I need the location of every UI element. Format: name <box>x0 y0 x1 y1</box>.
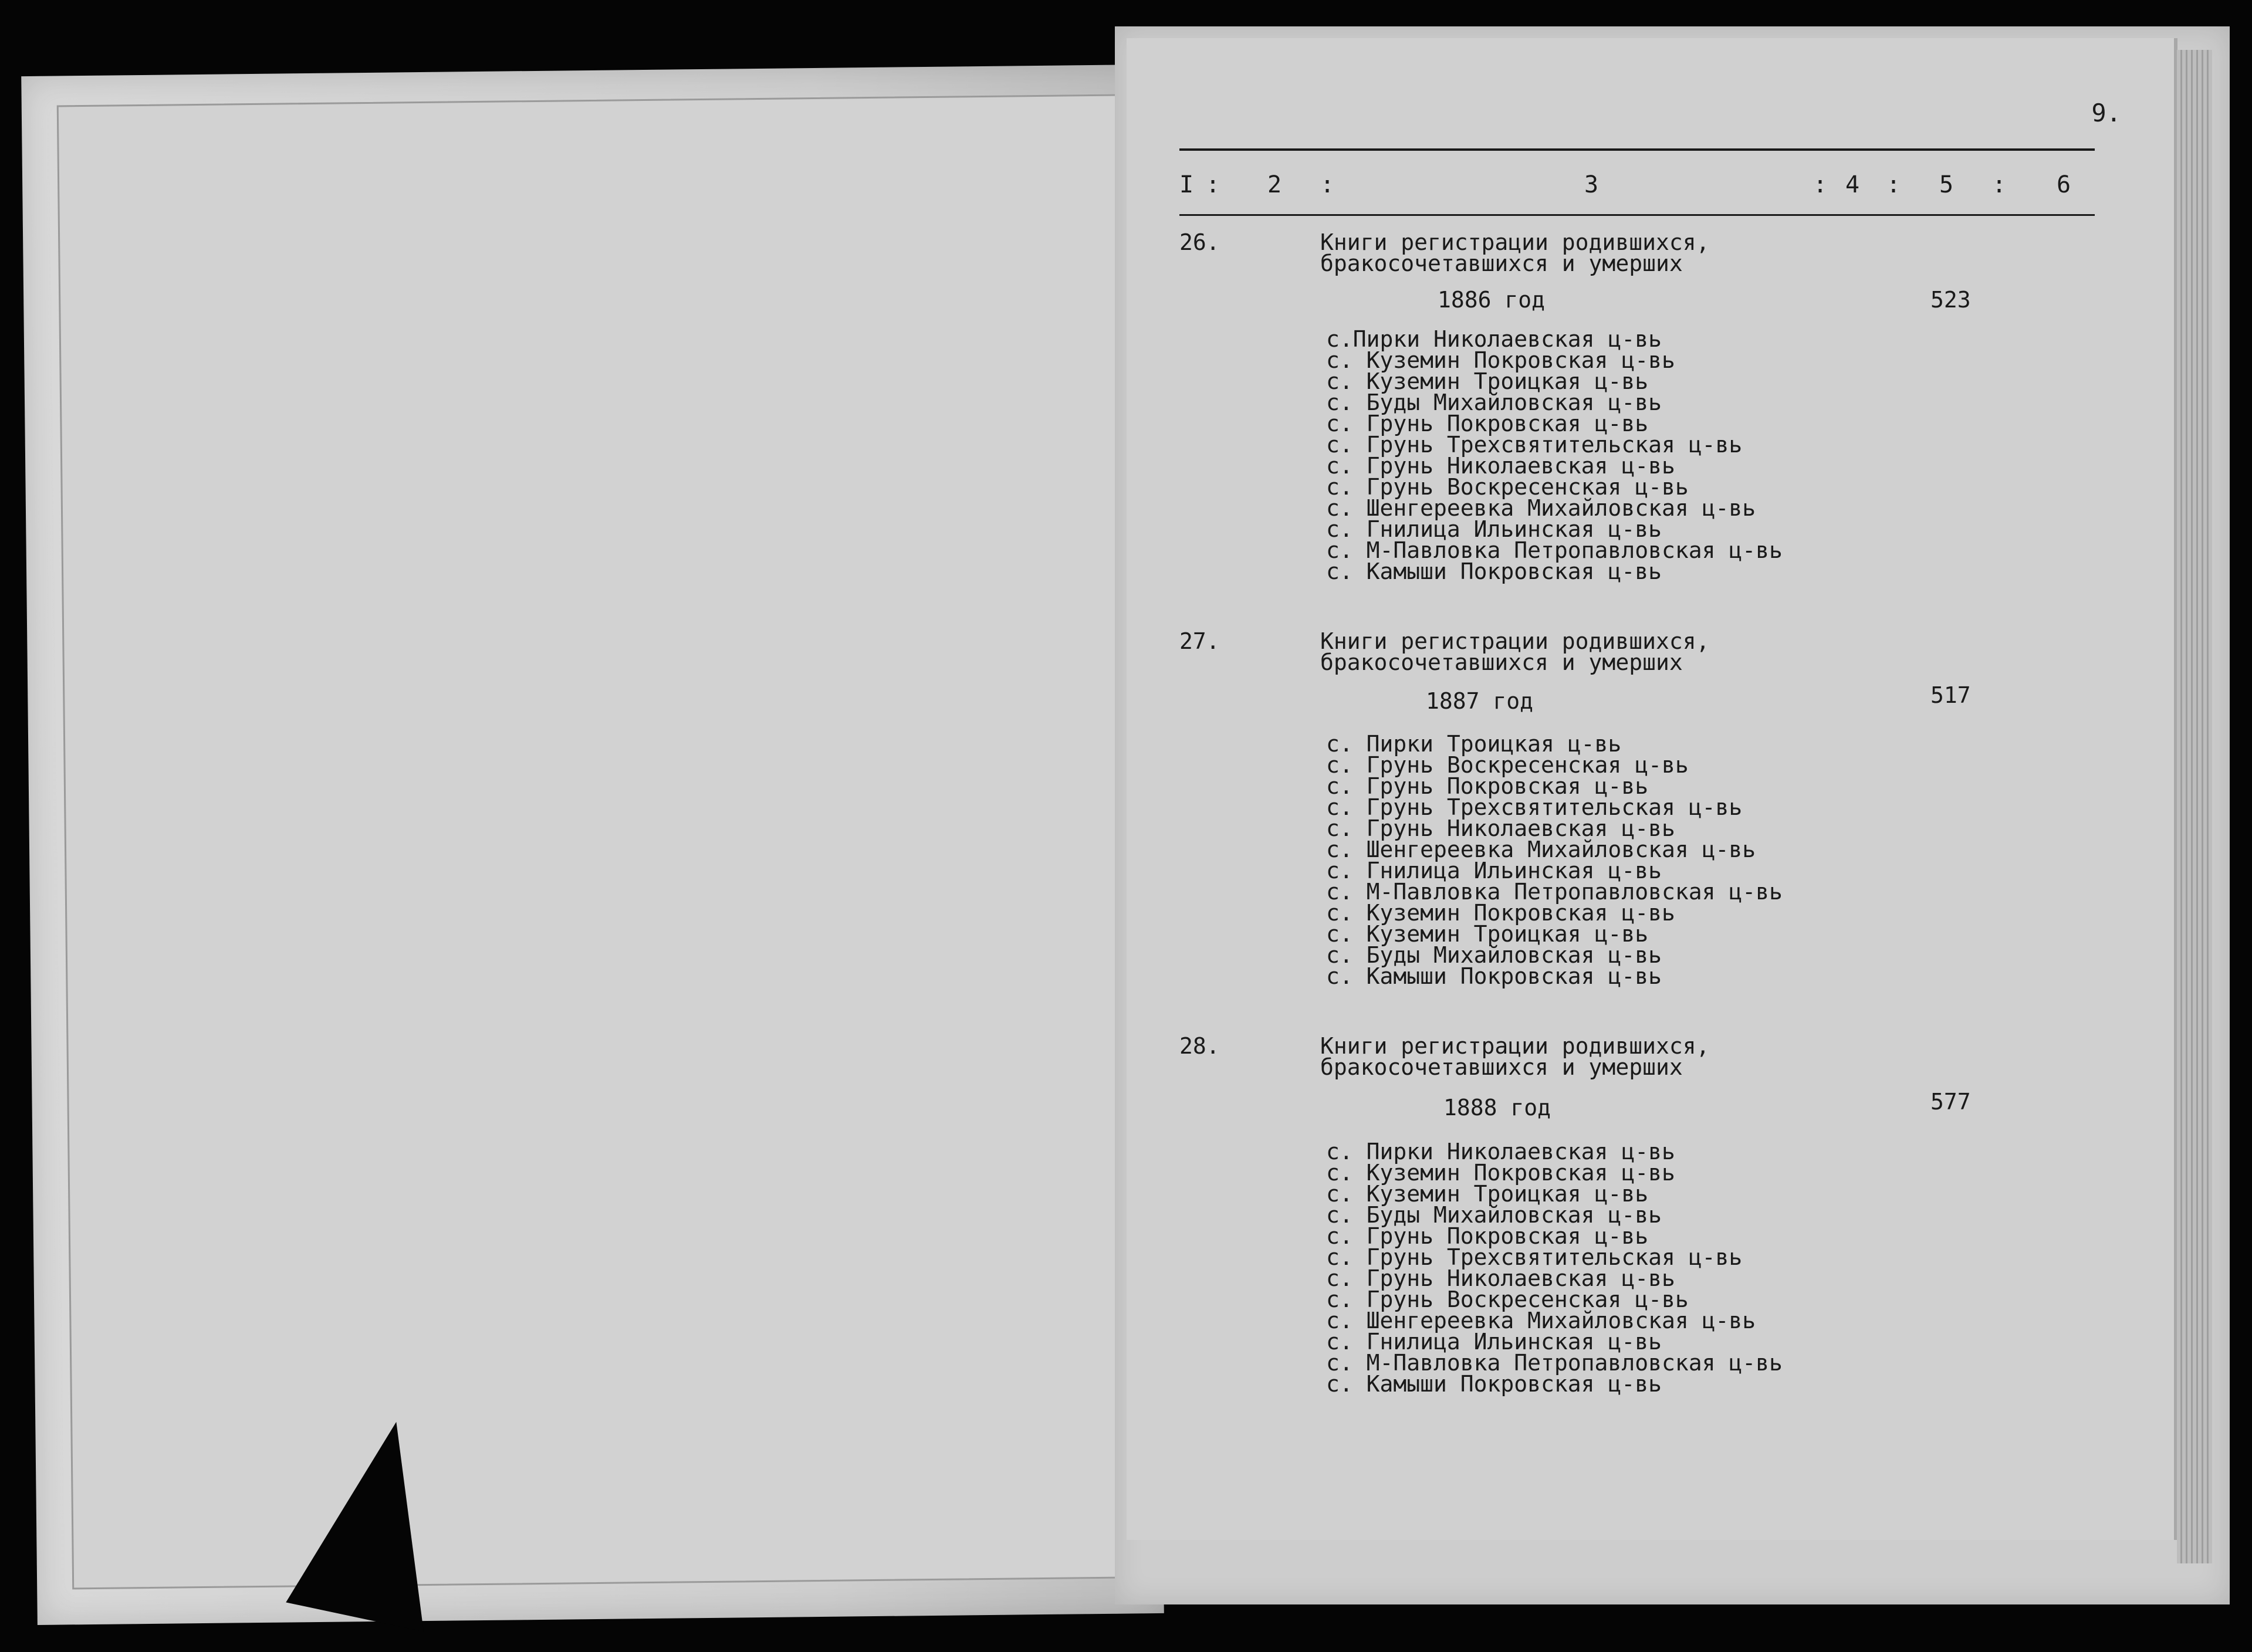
list-item: с.Пирки Николаевская ц-вь <box>1326 326 1662 352</box>
entry-title-line2: бракосочетавшихся и умерших <box>1320 649 1683 675</box>
entry-title-line2: бракосочетавшихся и умерших <box>1320 250 1683 276</box>
document-body <box>1127 38 2174 1540</box>
list-item: с. Грунь Николаевская ц-вь <box>1326 453 1675 479</box>
list-item: с. М-Павловка Петропавловская ц-вь <box>1326 537 1783 563</box>
church-list <box>1326 326 1783 584</box>
list-item: с. Куземин Троицкая ц-вь <box>1326 921 1649 947</box>
page-edges <box>2177 50 2212 1563</box>
column-separator: : <box>1886 171 1901 198</box>
list-item: с. Грунь Николаевская ц-вь <box>1326 1265 1675 1291</box>
list-item: с. Куземин Троицкая ц-вь <box>1326 368 1649 394</box>
entry-year: 1888 год <box>1443 1095 1551 1120</box>
left-page-sheet <box>57 94 1146 1589</box>
entry-title-line2: бракосочетавшихся и умерших <box>1320 1054 1683 1080</box>
column-header-6: 6 <box>2057 171 2071 198</box>
entry-count: 577 <box>1930 1089 1971 1115</box>
column-separator: : <box>1206 171 1220 198</box>
list-item: с. Камыши Покровская ц-вь <box>1326 1371 1662 1397</box>
list-item: с. Куземин Покровская ц-вь <box>1326 900 1675 926</box>
list-item: с. Грунь Покровская ц-вь <box>1326 773 1649 799</box>
church-list <box>1326 1139 1783 1397</box>
entry-year: 1887 год <box>1426 688 1534 714</box>
entry-title-line1: Книги регистрации родившихся, <box>1320 628 1710 654</box>
list-item: с. Грунь Николаевская ц-вь <box>1326 815 1675 841</box>
list-item: с. Куземин Покровская ц-вь <box>1326 347 1675 373</box>
list-item: с. Грунь Трехсвятительская ц-вь <box>1326 432 1743 458</box>
entry-title-line1: Книги регистрации родившихся, <box>1320 1033 1710 1059</box>
entry-title-line1: Книги регистрации родившихся, <box>1320 229 1710 255</box>
list-item: с. Грунь Воскресенская ц-вь <box>1326 474 1689 500</box>
list-item: с. Буды Михайловская ц-вь <box>1326 942 1662 968</box>
list-item: с. Грунь Воскресенская ц-вь <box>1326 1287 1689 1312</box>
list-item: с. Шенгереевка Михайловская ц-вь <box>1326 1308 1756 1333</box>
column-separator: : <box>1813 171 1828 198</box>
list-item: с. Пирки Троицкая ц-вь <box>1326 731 1622 757</box>
entry-number: 26. <box>1179 229 1220 255</box>
list-item: с. Куземин Троицкая ц-вь <box>1326 1181 1649 1207</box>
left-page <box>21 65 1164 1625</box>
header-rule-bottom <box>1179 214 2095 216</box>
list-item: с. Грунь Покровская ц-вь <box>1326 411 1649 436</box>
column-header-3: 3 <box>1584 171 1599 198</box>
column-header-2: 2 <box>1267 171 1282 198</box>
list-item: с. Грунь Трехсвятительская ц-вь <box>1326 1244 1743 1270</box>
entry-number: 27. <box>1179 628 1220 654</box>
list-item: с. Камыши Покровская ц-вь <box>1326 963 1662 989</box>
column-header-5: 5 <box>1939 171 1954 198</box>
list-item: с. Гнилица Ильинская ц-вь <box>1326 858 1662 883</box>
list-item: с. Гнилица Ильинская ц-вь <box>1326 1329 1662 1355</box>
list-item: с. Грунь Покровская ц-вь <box>1326 1223 1649 1249</box>
list-item: с. М-Павловка Петропавловская ц-вь <box>1326 879 1783 905</box>
header-rule-top <box>1179 148 2095 151</box>
list-item: с. Буды Михайловская ц-вь <box>1326 1202 1662 1228</box>
entry-count: 517 <box>1930 682 1971 708</box>
list-item: с. Буды Михайловская ц-вь <box>1326 390 1662 415</box>
list-item: с. Шенгереевка Михайловская ц-вь <box>1326 837 1756 862</box>
list-item: с. М-Павловка Петропавловская ц-вь <box>1326 1350 1783 1376</box>
list-item: с. Пирки Николаевская ц-вь <box>1326 1139 1675 1164</box>
list-item: с. Грунь Воскресенская ц-вь <box>1326 752 1689 778</box>
list-item: с. Гнилица Ильинская ц-вь <box>1326 516 1662 542</box>
entry-year: 1886 год <box>1438 287 1546 313</box>
church-list <box>1326 733 1783 987</box>
entry-number: 28. <box>1179 1033 1220 1059</box>
column-header-1: I <box>1179 171 1194 198</box>
entry-count: 523 <box>1930 287 1971 313</box>
column-separator: : <box>1320 171 1335 198</box>
right-page-sheet <box>1127 38 2177 1540</box>
column-separator: : <box>1992 171 2007 198</box>
list-item: с. Грунь Трехсвятительская ц-вь <box>1326 794 1743 820</box>
column-header-4: 4 <box>1845 171 1860 198</box>
list-item: с. Камыши Покровская ц-вь <box>1326 558 1662 584</box>
list-item: с. Шенгереевка Михайловская ц-вь <box>1326 495 1756 521</box>
list-item: с. Куземин Покровская ц-вь <box>1326 1160 1675 1186</box>
right-page <box>1115 26 2230 1604</box>
page-number: 9. <box>2091 99 2121 127</box>
